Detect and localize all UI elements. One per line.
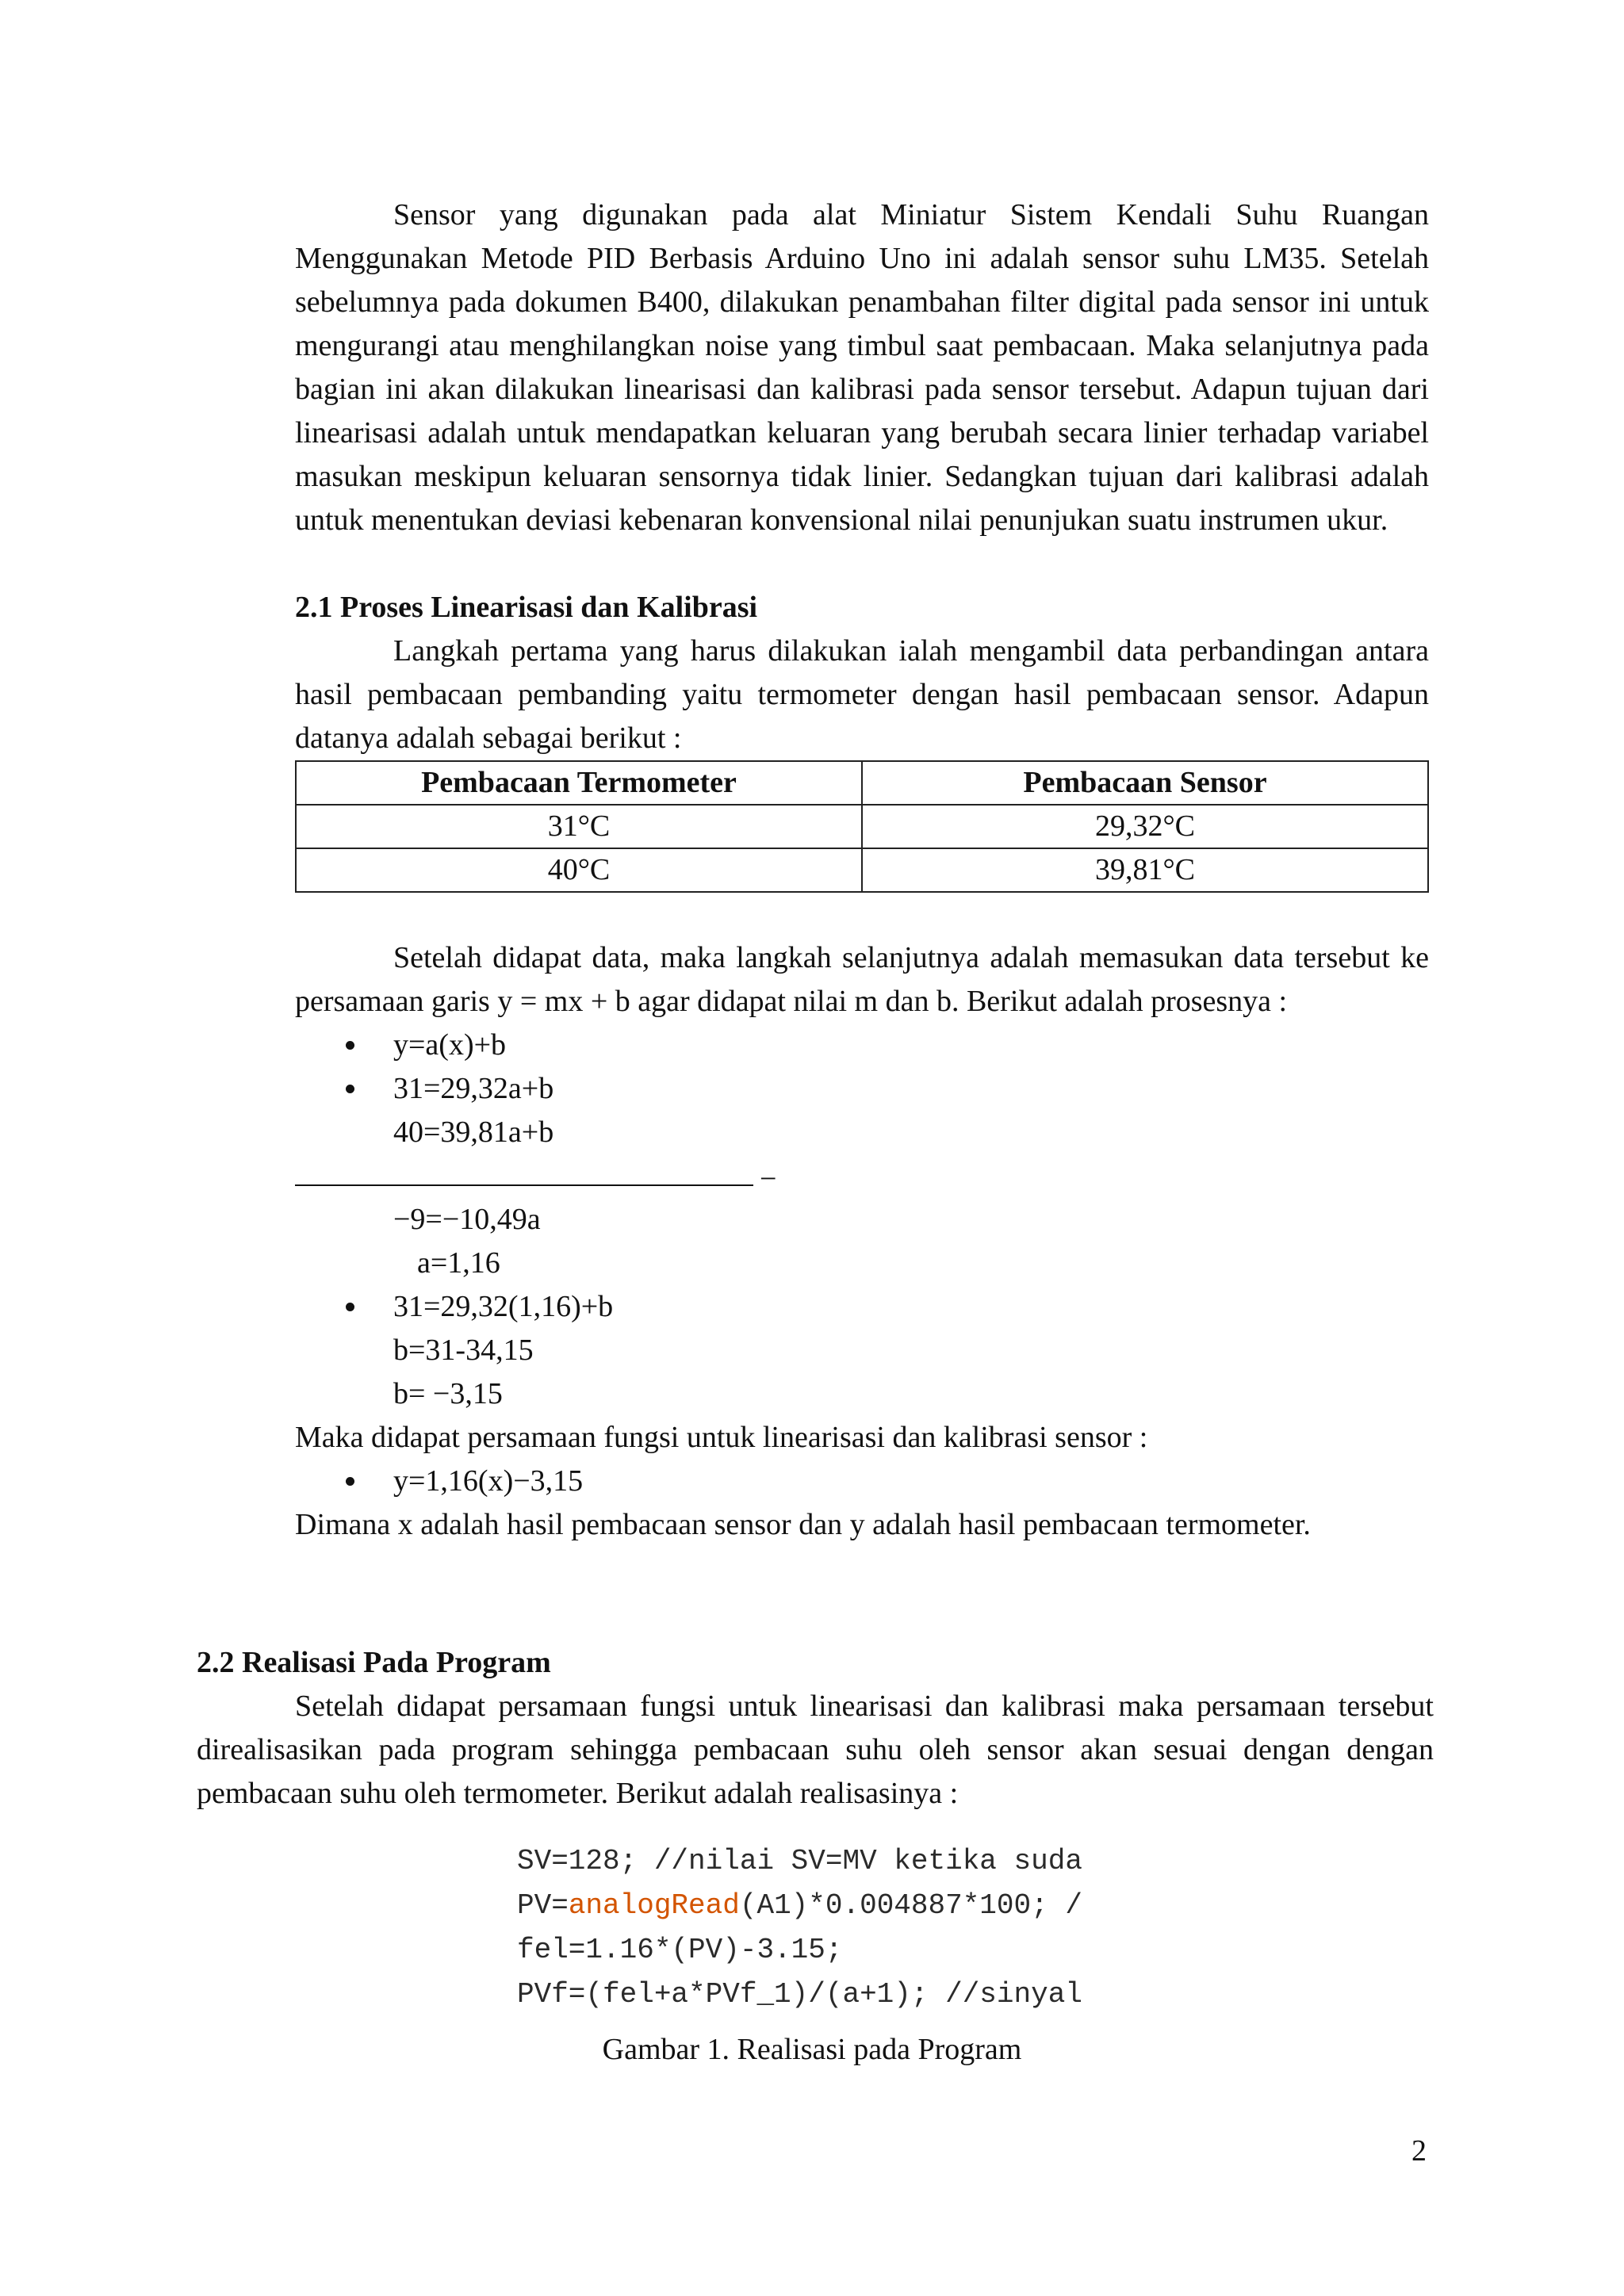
section-2 [197,1641,1434,1816]
table-row [296,805,1428,848]
table-cell: 40°C [296,848,862,892]
table-row [296,848,1428,892]
table-cell: 31°C [296,805,862,848]
code-line: SV=128; //nilai SV=MV ketika suda [517,1845,1082,1877]
result-intro: Maka didapat persamaan fungsi untuk linearisasi dan kalibrasi sensor : [295,1421,1148,1454]
spacer [295,893,1429,936]
section-2-heading: 2.2 Realisasi Pada Program [197,1646,551,1679]
conclusion-text: Dimana x adalah hasil pembacaan sensor dan y adalah hasil pembacaan termometer. [295,1508,1311,1541]
code-function-token: analogRead [568,1889,740,1922]
equation-line: a=1,16 [417,1246,500,1280]
equation-line: −9=−10,49a [393,1203,541,1236]
comparison-table [295,760,1429,893]
main-content [295,193,1429,1547]
equation-line: b= −3,15 [393,1377,503,1410]
code-line: fel=1.16*(PV)-3.15; [517,1934,843,1966]
section-1-paragraph-2: Setelah didapat data, maka langkah selanjutnya adalah memasukan data tersebut ke persamaan garis y = mx + b agar didapat nilai m dan b. Berikut adalah prosesnya : [295,941,1429,1018]
horizontal-rule [295,1184,753,1186]
section-1-heading: 2.1 Proses Linearisasi dan Kalibrasi [295,591,758,624]
section-2-paragraph: Setelah didapat persamaan fungsi untuk linearisasi dan kalibrasi maka persamaan tersebut direalisasikan pada program sehingga pembacaan suhu oleh sensor akan sesuai dengan dengan pembacaan suhu oleh termometer. Berikut adalah realisasinya : [197,1689,1434,1810]
figure-caption: Gambar 1. Realisasi pada Program [602,2033,1022,2066]
code-line: PVf=(fel+a*PVf_1)/(a+1); //sinyal [517,1978,1082,2011]
section-1-paragraph: Langkah pertama yang harus dilakukan ialah mengambil data perbandingan antara hasil pembacaan pembanding yaitu termometer dengan hasil pembacaan sensor. Adapun datanya adalah sebagai berikut : [295,634,1429,755]
equation-line: y=a(x)+b [295,1024,1429,1067]
equation-line: 40=39,81a+b [393,1115,554,1149]
table-header-cell: Pembacaan Termometer [296,761,862,805]
subtraction-rule [295,1154,1429,1198]
page-number: 2 [1411,2134,1427,2168]
intro-paragraph: Sensor yang digunakan pada alat Miniatur Sistem Kendali Suhu Ruangan Menggunakan Metode PID Berbasis Arduino Uno ini adalah sensor suhu LM35. Setelah sebelumnya pada dokumen B400, dilakukan penambahan filter digital pada sensor ini untuk mengurangi atau menghilangkan noise yang timbul saat pembacaan. Maka selanjutnya pada bagian ini akan dilakukan linearisasi dan kalibrasi pada sensor tersebut. Adapun tujuan dari linearisasi adalah untuk mendapatkan keluaran yang berubah secara linier terhadap variabel masukan meskipun keluaran sensornya tidak linier. Sedangkan tujuan dari kalibrasi adalah untuk menentukan deviasi kebenaran konvensional nilai penunjukan suatu instrumen ukur. [295,198,1429,537]
table-cell: 39,81°C [862,848,1428,892]
equation-line: 31=29,32(1,16)+b [295,1285,1429,1329]
table-header-row [296,761,1428,805]
spacer [295,542,1429,586]
minus-sign: − [760,1162,777,1196]
table-header-cell: Pembacaan Sensor [862,761,1428,805]
code-token: (A1)*0.004887*100; / [739,1889,1082,1922]
code-line [517,1884,1082,1928]
code-token: PV= [517,1889,569,1922]
table-cell: 29,32°C [862,805,1428,848]
code-snippet [517,1839,1082,2017]
equation-line: b=31-34,15 [393,1334,534,1367]
result-equation: y=1,16(x)−3,15 [295,1460,1429,1503]
equation-line: 31=29,32a+b [295,1067,1429,1111]
